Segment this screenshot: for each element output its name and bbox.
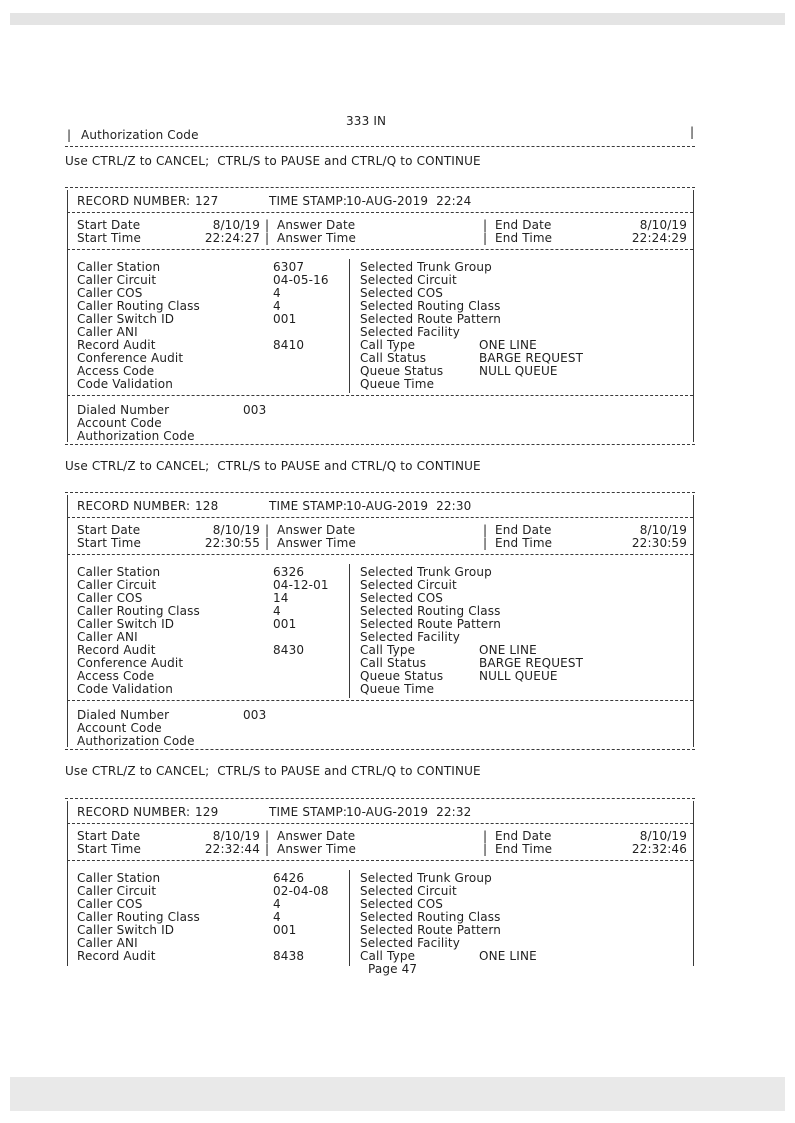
caller-switch-id: 001	[273, 312, 297, 326]
caller-circuit-label: Caller Circuit	[77, 273, 157, 287]
start-date: 8/10/19	[212, 523, 260, 537]
column-sep: |	[483, 231, 488, 245]
authorization-code-label: Authorization Code	[77, 734, 195, 748]
caller-switch-id-label: Caller Switch ID	[77, 617, 175, 631]
start-date-label: Start Date	[77, 218, 141, 232]
record-number-label: RECORD NUMBER:	[77, 499, 191, 513]
start-date-label: Start Date	[77, 829, 141, 843]
record-number-label: RECORD NUMBER:	[77, 194, 191, 208]
caller-routing-class-label: Caller Routing Class	[77, 910, 200, 924]
caller-circuit: 02-04-08	[273, 884, 329, 898]
dialed-number-label: Dialed Number	[77, 708, 170, 722]
call-type-label: Call Type	[360, 643, 416, 657]
column-sep: |	[265, 523, 270, 537]
queue-time-label: Queue Time	[360, 377, 435, 391]
divider	[65, 749, 695, 750]
call-type-label: Call Type	[360, 949, 416, 963]
queue-status: NULL QUEUE	[479, 364, 558, 378]
divider	[67, 517, 693, 518]
record-number: 127	[195, 194, 219, 208]
start-time-label: Start Time	[77, 842, 141, 856]
trailing-auth-label: Authorization Code	[81, 128, 199, 142]
end-date: 8/10/19	[639, 829, 687, 843]
answer-date-label: Answer Date	[277, 829, 356, 843]
call-record	[65, 798, 695, 968]
account-code-label: Account Code	[77, 416, 162, 430]
answer-date-label: Answer Date	[277, 218, 356, 232]
column-divider	[349, 870, 350, 966]
end-date: 8/10/19	[639, 218, 687, 232]
caller-cos: 4	[273, 897, 281, 911]
time-stamp: 10-AUG-2019 22:24	[346, 194, 472, 208]
call-record	[65, 492, 695, 749]
divider	[65, 798, 695, 799]
access-code-label: Access Code	[77, 669, 155, 683]
selected-routing-class-label: Selected Routing Class	[360, 910, 501, 924]
start-date: 8/10/19	[212, 829, 260, 843]
caller-routing-class: 4	[273, 604, 281, 618]
end-date: 8/10/19	[639, 523, 687, 537]
divider	[65, 444, 695, 445]
call-status: BARGE REQUEST	[479, 656, 584, 670]
page-footer: Page 47	[368, 962, 418, 976]
left-border	[67, 801, 68, 966]
selected-route-pattern-label: Selected Route Pattern	[360, 312, 501, 326]
end-time-label: End Time	[495, 231, 553, 245]
divider	[67, 212, 693, 213]
caller-station-label: Caller Station	[77, 565, 161, 579]
scan-top-band	[10, 13, 785, 25]
dialed-number-label: Dialed Number	[77, 403, 170, 417]
selected-facility-label: Selected Facility	[360, 936, 460, 950]
call-status-label: Call Status	[360, 656, 427, 670]
end-time-label: End Time	[495, 536, 553, 550]
selected-circuit-label: Selected Circuit	[360, 578, 457, 592]
caller-cos: 14	[273, 591, 289, 605]
selected-route-pattern-label: Selected Route Pattern	[360, 923, 501, 937]
record-audit: 8430	[273, 643, 305, 657]
record-number: 129	[195, 805, 219, 819]
caller-station: 6326	[273, 565, 305, 579]
record-audit: 8410	[273, 338, 305, 352]
time-stamp: 10-AUG-2019 22:30	[346, 499, 472, 513]
dialed-number: 003	[243, 708, 267, 722]
right-pipe: |	[690, 125, 695, 139]
column-sep: |	[265, 536, 270, 550]
column-sep: |	[483, 842, 488, 856]
selected-cos-label: Selected COS	[360, 591, 444, 605]
record-number: 128	[195, 499, 219, 513]
caller-switch-id-label: Caller Switch ID	[77, 923, 175, 937]
selected-routing-class-label: Selected Routing Class	[360, 299, 501, 313]
divider	[67, 249, 693, 250]
start-time: 22:24:27	[204, 231, 260, 245]
caller-cos-label: Caller COS	[77, 897, 143, 911]
divider	[65, 492, 695, 493]
answer-time-label: Answer Time	[277, 231, 357, 245]
access-code-label: Access Code	[77, 364, 155, 378]
dialed-number: 003	[243, 403, 267, 417]
selected-route-pattern-label: Selected Route Pattern	[360, 617, 501, 631]
caller-cos: 4	[273, 286, 281, 300]
caller-routing-class: 4	[273, 910, 281, 924]
caller-switch-id: 001	[273, 617, 297, 631]
column-divider	[349, 564, 350, 698]
call-record	[65, 187, 695, 444]
caller-switch-id: 001	[273, 923, 297, 937]
record-audit-label: Record Audit	[77, 643, 156, 657]
end-time: 22:24:29	[631, 231, 687, 245]
conference-audit-label: Conference Audit	[77, 351, 184, 365]
selected-trunk-group-label: Selected Trunk Group	[360, 871, 492, 885]
right-border	[693, 801, 694, 966]
caller-circuit-label: Caller Circuit	[77, 578, 157, 592]
start-time: 22:30:55	[204, 536, 260, 550]
start-date-label: Start Date	[77, 523, 141, 537]
selected-trunk-group-label: Selected Trunk Group	[360, 565, 492, 579]
end-time: 22:32:46	[631, 842, 687, 856]
column-sep: |	[483, 829, 488, 843]
column-sep: |	[483, 218, 488, 232]
start-time: 22:32:44	[204, 842, 260, 856]
scan-bottom-band	[10, 1077, 785, 1111]
auth-code-pipe: |	[67, 128, 72, 142]
selected-facility-label: Selected Facility	[360, 325, 460, 339]
column-sep: |	[265, 218, 270, 232]
caller-routing-class-label: Caller Routing Class	[77, 299, 200, 313]
caller-cos-label: Caller COS	[77, 286, 143, 300]
conference-audit-label: Conference Audit	[77, 656, 184, 670]
code-validation-label: Code Validation	[77, 377, 174, 391]
end-date-label: End Date	[495, 218, 552, 232]
caller-ani-label: Caller ANI	[77, 325, 138, 339]
caller-routing-class: 4	[273, 299, 281, 313]
time-stamp-label: TIME STAMP:	[269, 194, 348, 208]
caller-circuit: 04-05-16	[273, 273, 329, 287]
column-sep: |	[265, 231, 270, 245]
answer-time-label: Answer Time	[277, 536, 357, 550]
time-stamp-label: TIME STAMP:	[269, 805, 348, 819]
selected-facility-label: Selected Facility	[360, 630, 460, 644]
queue-status: NULL QUEUE	[479, 669, 558, 683]
column-divider	[349, 259, 350, 393]
caller-ani-label: Caller ANI	[77, 630, 138, 644]
end-time: 22:30:59	[631, 536, 687, 550]
answer-time-label: Answer Time	[277, 842, 357, 856]
caller-station-label: Caller Station	[77, 260, 161, 274]
right-border	[693, 495, 694, 747]
divider	[67, 395, 693, 396]
right-border	[693, 190, 694, 442]
record-audit: 8438	[273, 949, 305, 963]
left-border	[67, 190, 68, 442]
caller-circuit-label: Caller Circuit	[77, 884, 157, 898]
divider	[67, 700, 693, 701]
divider	[65, 187, 695, 188]
caller-ani-label: Caller ANI	[77, 936, 138, 950]
record-audit-label: Record Audit	[77, 338, 156, 352]
caller-station-label: Caller Station	[77, 871, 161, 885]
caller-station: 6307	[273, 260, 305, 274]
caller-cos-label: Caller COS	[77, 591, 143, 605]
divider	[65, 146, 695, 147]
start-time-label: Start Time	[77, 231, 141, 245]
prompt-line: Use CTRL/Z to CANCEL; CTRL/S to PAUSE and CTRL/Q to CONTINUE	[65, 459, 481, 473]
caller-switch-id-label: Caller Switch ID	[77, 312, 175, 326]
end-time-label: End Time	[495, 842, 553, 856]
call-type-label: Call Type	[360, 338, 416, 352]
selected-cos-label: Selected COS	[360, 286, 444, 300]
selected-circuit-label: Selected Circuit	[360, 884, 457, 898]
divider	[67, 860, 693, 861]
queue-status-label: Queue Status	[360, 364, 444, 378]
account-code-label: Account Code	[77, 721, 162, 735]
start-time-label: Start Time	[77, 536, 141, 550]
divider	[67, 823, 693, 824]
queue-time-label: Queue Time	[360, 682, 435, 696]
column-sep: |	[483, 536, 488, 550]
start-date: 8/10/19	[212, 218, 260, 232]
column-sep: |	[483, 523, 488, 537]
authorization-code-label: Authorization Code	[77, 429, 195, 443]
answer-date-label: Answer Date	[277, 523, 356, 537]
selected-circuit-label: Selected Circuit	[360, 273, 457, 287]
selected-routing-class-label: Selected Routing Class	[360, 604, 501, 618]
caller-circuit: 04-12-01	[273, 578, 329, 592]
page-header: 333 IN	[346, 114, 387, 128]
time-stamp: 10-AUG-2019 22:32	[346, 805, 472, 819]
column-sep: |	[265, 829, 270, 843]
divider	[67, 554, 693, 555]
call-status: BARGE REQUEST	[479, 351, 584, 365]
record-audit-label: Record Audit	[77, 949, 156, 963]
call-type: ONE LINE	[479, 949, 537, 963]
queue-status-label: Queue Status	[360, 669, 444, 683]
call-type: ONE LINE	[479, 338, 537, 352]
end-date-label: End Date	[495, 523, 552, 537]
record-number-label: RECORD NUMBER:	[77, 805, 191, 819]
prompt-line: Use CTRL/Z to CANCEL; CTRL/S to PAUSE and CTRL/Q to CONTINUE	[65, 764, 481, 778]
call-type: ONE LINE	[479, 643, 537, 657]
selected-trunk-group-label: Selected Trunk Group	[360, 260, 492, 274]
column-sep: |	[265, 842, 270, 856]
time-stamp-label: TIME STAMP:	[269, 499, 348, 513]
code-validation-label: Code Validation	[77, 682, 174, 696]
left-border	[67, 495, 68, 747]
selected-cos-label: Selected COS	[360, 897, 444, 911]
caller-routing-class-label: Caller Routing Class	[77, 604, 200, 618]
caller-station: 6426	[273, 871, 305, 885]
end-date-label: End Date	[495, 829, 552, 843]
call-status-label: Call Status	[360, 351, 427, 365]
prompt-line: Use CTRL/Z to CANCEL; CTRL/S to PAUSE and CTRL/Q to CONTINUE	[65, 154, 481, 168]
